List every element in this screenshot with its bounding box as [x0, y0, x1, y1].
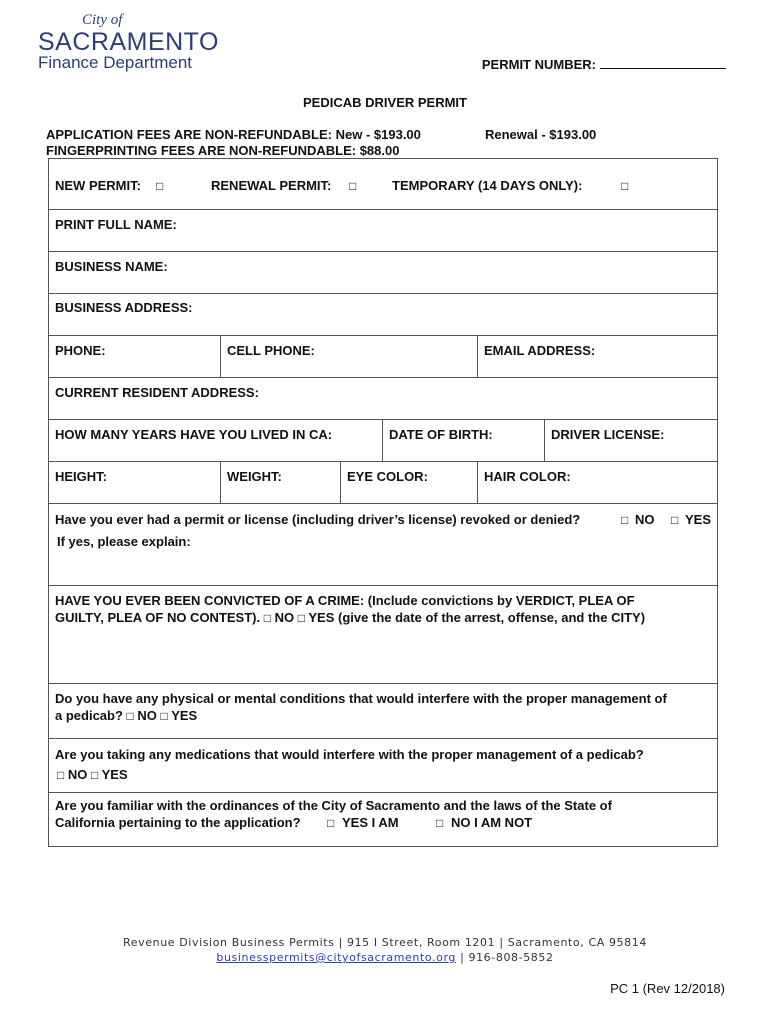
crime-question-text: GUILTY, PLEA OF NO CONTEST). [55, 610, 261, 625]
revision-label: PC 1 (Rev 12/2018) [610, 981, 725, 996]
application-fees: APPLICATION FEES ARE NON-REFUNDABLE: New - $193.00 [46, 127, 421, 142]
revoked-question-row [49, 504, 717, 586]
ordinances-no-checkbox[interactable]: □ [436, 816, 444, 830]
conditions-no-checkbox[interactable]: □ [126, 709, 134, 723]
email-cell[interactable] [477, 336, 717, 377]
revoked-no-label: NO [635, 512, 655, 527]
revoked-question-text: Have you ever had a permit or license (including driver’s license) revoked or denied? [55, 512, 581, 527]
ordinances-yes-checkbox[interactable]: □ [327, 816, 335, 830]
weight-cell[interactable] [220, 462, 340, 503]
crime-no-label: NO [274, 610, 295, 625]
email-label: EMAIL ADDRESS: [484, 343, 596, 358]
medications-no-label: NO [67, 767, 88, 782]
cell-phone-label: CELL PHONE: [227, 343, 315, 358]
phone-cell[interactable] [49, 336, 220, 377]
hair-color-label: HAIR COLOR: [484, 469, 571, 484]
full-name-row[interactable] [49, 210, 717, 252]
crime-yes-label: YES [308, 610, 335, 625]
full-name-label: PRINT FULL NAME: [55, 217, 177, 232]
medications-yes-checkbox[interactable]: □ [91, 768, 99, 782]
temporary-permit-checkbox[interactable]: □ [621, 179, 629, 193]
height-label: HEIGHT: [55, 469, 107, 484]
conditions-yes-checkbox[interactable]: □ [160, 709, 168, 723]
conditions-question-text: a pedicab? [55, 708, 123, 723]
logo-city-text: City of [82, 12, 123, 28]
conditions-question-row [49, 684, 717, 739]
ordinances-question-line1: Are you familiar with the ordinances of the City of Sacramento and the laws of the State of [55, 798, 612, 813]
logo-sacramento-text: SACRAMENTO [38, 28, 219, 56]
height-cell[interactable] [49, 462, 220, 503]
years-in-ca-label: HOW MANY YEARS HAVE YOU LIVED IN CA: [55, 427, 333, 442]
revoked-yes-checkbox[interactable]: □ [671, 513, 679, 527]
permit-number-line[interactable] [600, 57, 726, 69]
conditions-question-line2 [55, 708, 197, 723]
cell-phone-cell[interactable] [220, 336, 477, 377]
document-title: PEDICAB DRIVER PERMIT [303, 95, 467, 110]
new-permit-label: NEW PERMIT: [55, 178, 141, 193]
date-of-birth-cell[interactable] [382, 420, 544, 461]
temporary-permit-label: TEMPORARY (14 DAYS ONLY): [392, 178, 583, 193]
revoked-no-checkbox[interactable]: □ [621, 513, 629, 527]
explain-label: If yes, please explain: [57, 534, 191, 549]
revoked-yes-label: YES [685, 512, 712, 527]
phone-row [49, 336, 717, 378]
physical-description-row [49, 462, 717, 504]
ordinances-question-line2: California pertaining to the application? [55, 815, 301, 830]
renewal-fees: Renewal - $193.00 [485, 127, 597, 142]
driver-license-cell[interactable] [544, 420, 717, 461]
renewal-permit-label: RENEWAL PERMIT: [211, 178, 332, 193]
driver-license-label: DRIVER LICENSE: [551, 427, 665, 442]
medications-yes-label: YES [101, 767, 128, 782]
medications-question-row [49, 739, 717, 793]
logo-department-text: Finance Department [38, 53, 193, 72]
ordinances-yes-label: YES I AM [342, 815, 399, 830]
fingerprinting-fees: FINGERPRINTING FEES ARE NON-REFUNDABLE: $88.00 [46, 143, 400, 158]
footer-contact [0, 950, 770, 965]
conditions-question-line1: Do you have any physical or mental conditions that would interfere with the proper management of [55, 691, 667, 706]
renewal-permit-checkbox[interactable]: □ [349, 179, 357, 193]
hair-color-cell[interactable] [477, 462, 717, 503]
business-name-row[interactable] [49, 252, 717, 294]
conditions-no-label: NO [137, 708, 157, 723]
phone-label: PHONE: [55, 343, 106, 358]
permit-number-field [482, 57, 726, 72]
medications-question-text: Are you taking any medications that would interfere with the proper management of a pedicab? [55, 747, 644, 762]
crime-question-line1: HAVE YOU EVER BEEN CONVICTED OF A CRIME: (Include convictions by VERDICT, PLEA OF [55, 593, 635, 608]
ordinances-no-label: NO I AM NOT [451, 815, 533, 830]
footer [0, 935, 770, 965]
resident-address-row[interactable] [49, 378, 717, 420]
conditions-yes-label: YES [171, 708, 198, 723]
footer-phone: | 916-808-5852 [460, 951, 554, 964]
resident-address-label: CURRENT RESIDENT ADDRESS: [55, 385, 259, 400]
years-in-ca-cell[interactable] [49, 420, 382, 461]
eye-color-label: EYE COLOR: [347, 469, 428, 484]
ordinances-question-row [49, 793, 717, 846]
residency-dob-license-row [49, 420, 717, 462]
permit-form [48, 158, 718, 847]
crime-yes-checkbox[interactable]: □ [297, 611, 305, 625]
crime-question-instruction: (give the date of the arrest, offense, and the CITY) [338, 610, 646, 625]
weight-label: WEIGHT: [227, 469, 282, 484]
eye-color-cell[interactable] [340, 462, 477, 503]
permit-type-row [49, 159, 717, 210]
business-address-label: BUSINESS ADDRESS: [55, 300, 193, 315]
city-logo [38, 12, 219, 74]
crime-no-checkbox[interactable]: □ [263, 611, 271, 625]
medications-options [57, 767, 128, 782]
permit-number-label: PERMIT NUMBER: [481, 57, 596, 72]
footer-address: Revenue Division Business Permits | 915 I Street, Room 1201 | Sacramento, CA 95814 [123, 936, 647, 949]
crime-question-row [49, 586, 717, 684]
medications-no-checkbox[interactable]: □ [57, 768, 65, 782]
footer-email-link[interactable]: businesspermits@cityofsacramento.org [216, 951, 456, 964]
crime-question-line2 [55, 610, 645, 625]
new-permit-checkbox[interactable]: □ [156, 179, 164, 193]
date-of-birth-label: DATE OF BIRTH: [389, 427, 493, 442]
business-name-label: BUSINESS NAME: [55, 259, 168, 274]
business-address-row[interactable] [49, 294, 717, 336]
